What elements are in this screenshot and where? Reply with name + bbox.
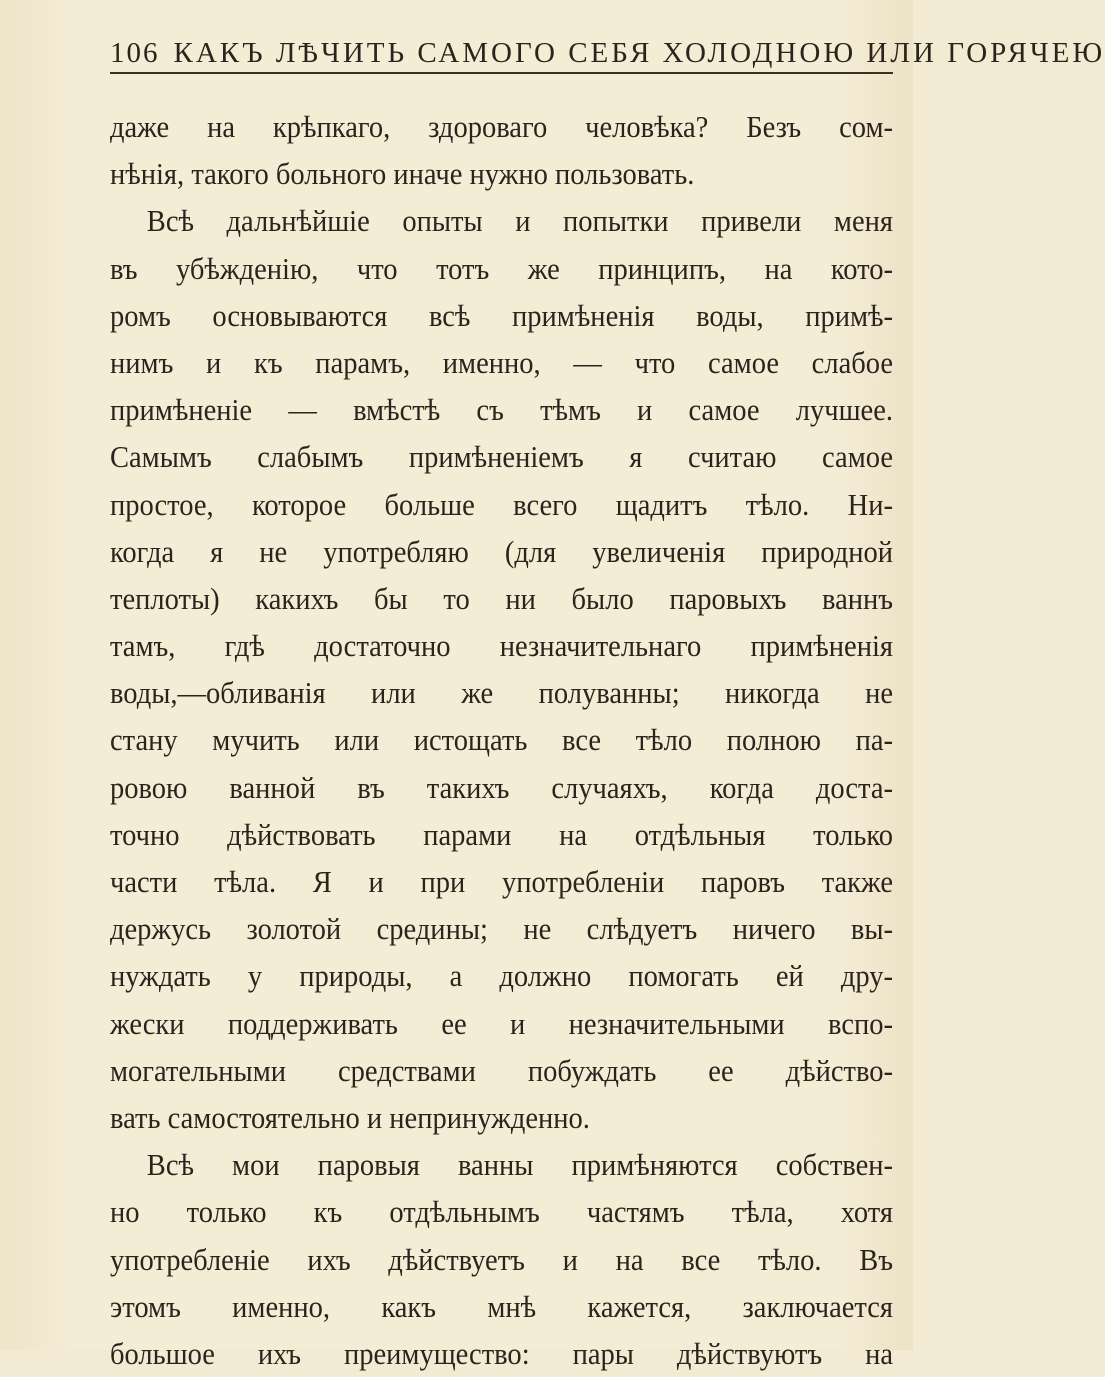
text-line: части тѣла. Я и при употребленіи паровъ также — [110, 858, 893, 905]
running-head — [110, 30, 893, 70]
text-line: Всѣ дальнѣйшіе опыты и попытки привели меня — [110, 197, 893, 244]
text-line: когда я не употребляю (для увеличенія природной — [110, 528, 893, 575]
text-line: Самымъ слабымъ примѣненіемъ я считаю самое — [110, 433, 893, 480]
text-line: вать самостоятельно и непринужденно. — [110, 1094, 893, 1141]
text-line: большое ихъ преимущество: пары дѣйствуютъ на — [110, 1330, 893, 1377]
text-line: точно дѣйствовать парами на отдѣльныя только — [110, 811, 893, 858]
text-line: но только къ отдѣльнымъ частямъ тѣла, хотя — [110, 1188, 893, 1235]
text-line: держусь золотой средины; не слѣдуетъ ничего вы- — [110, 905, 893, 952]
text-line: тамъ, гдѣ достаточно незначительнаго примѣненія — [110, 622, 893, 669]
text-line: теплоты) какихъ бы то ни было паровыхъ ваннъ — [110, 575, 893, 622]
text-line: этомъ именно, какъ мнѣ кажется, заключается — [110, 1283, 893, 1330]
text-line: въ убѣжденію, что тотъ же принципъ, на кото- — [110, 245, 893, 292]
text-line: ромъ основываются всѣ примѣненія воды, примѣ- — [110, 292, 893, 339]
header-rule — [110, 72, 893, 74]
text-line: воды,—обливанія или же полуванны; никогда не — [110, 669, 893, 716]
text-line: нимъ и къ парамъ, именно, — что самое слабое — [110, 339, 893, 386]
text-line: примѣненіе — вмѣстѣ съ тѣмъ и самое лучшее. — [110, 386, 893, 433]
running-title: КАКЪ ЛѢЧИТЬ САМОГО СЕБЯ ХОЛОДНОЮ ИЛИ ГОРЯЧЕЮ — [174, 37, 1105, 70]
text-line: Всѣ мои паровыя ванны примѣняются собствен- — [110, 1141, 893, 1188]
text-line: употребленіе ихъ дѣйствуетъ и на все тѣло. Въ — [110, 1236, 893, 1283]
text-line: нуждать у природы, а должно помогать ей дру- — [110, 952, 893, 999]
text-line: нѣнія, такого больного иначе нужно пользовать. — [110, 150, 893, 197]
text-line: даже на крѣпкаго, здороваго человѣка? Безъ сом- — [110, 103, 893, 150]
body-text — [110, 103, 893, 1350]
text-line: ровою ванной въ такихъ случаяхъ, когда доста- — [110, 764, 893, 811]
text-line: простое, которое больше всего щадитъ тѣло. Ни- — [110, 481, 893, 528]
text-line: жески поддерживать ее и незначительными вспо- — [110, 1000, 893, 1047]
text-line: стану мучить или истощать все тѣло полною па- — [110, 716, 893, 763]
page-number: 106 — [110, 37, 160, 70]
text-line: могательными средствами побуждать ее дѣйство- — [110, 1047, 893, 1094]
